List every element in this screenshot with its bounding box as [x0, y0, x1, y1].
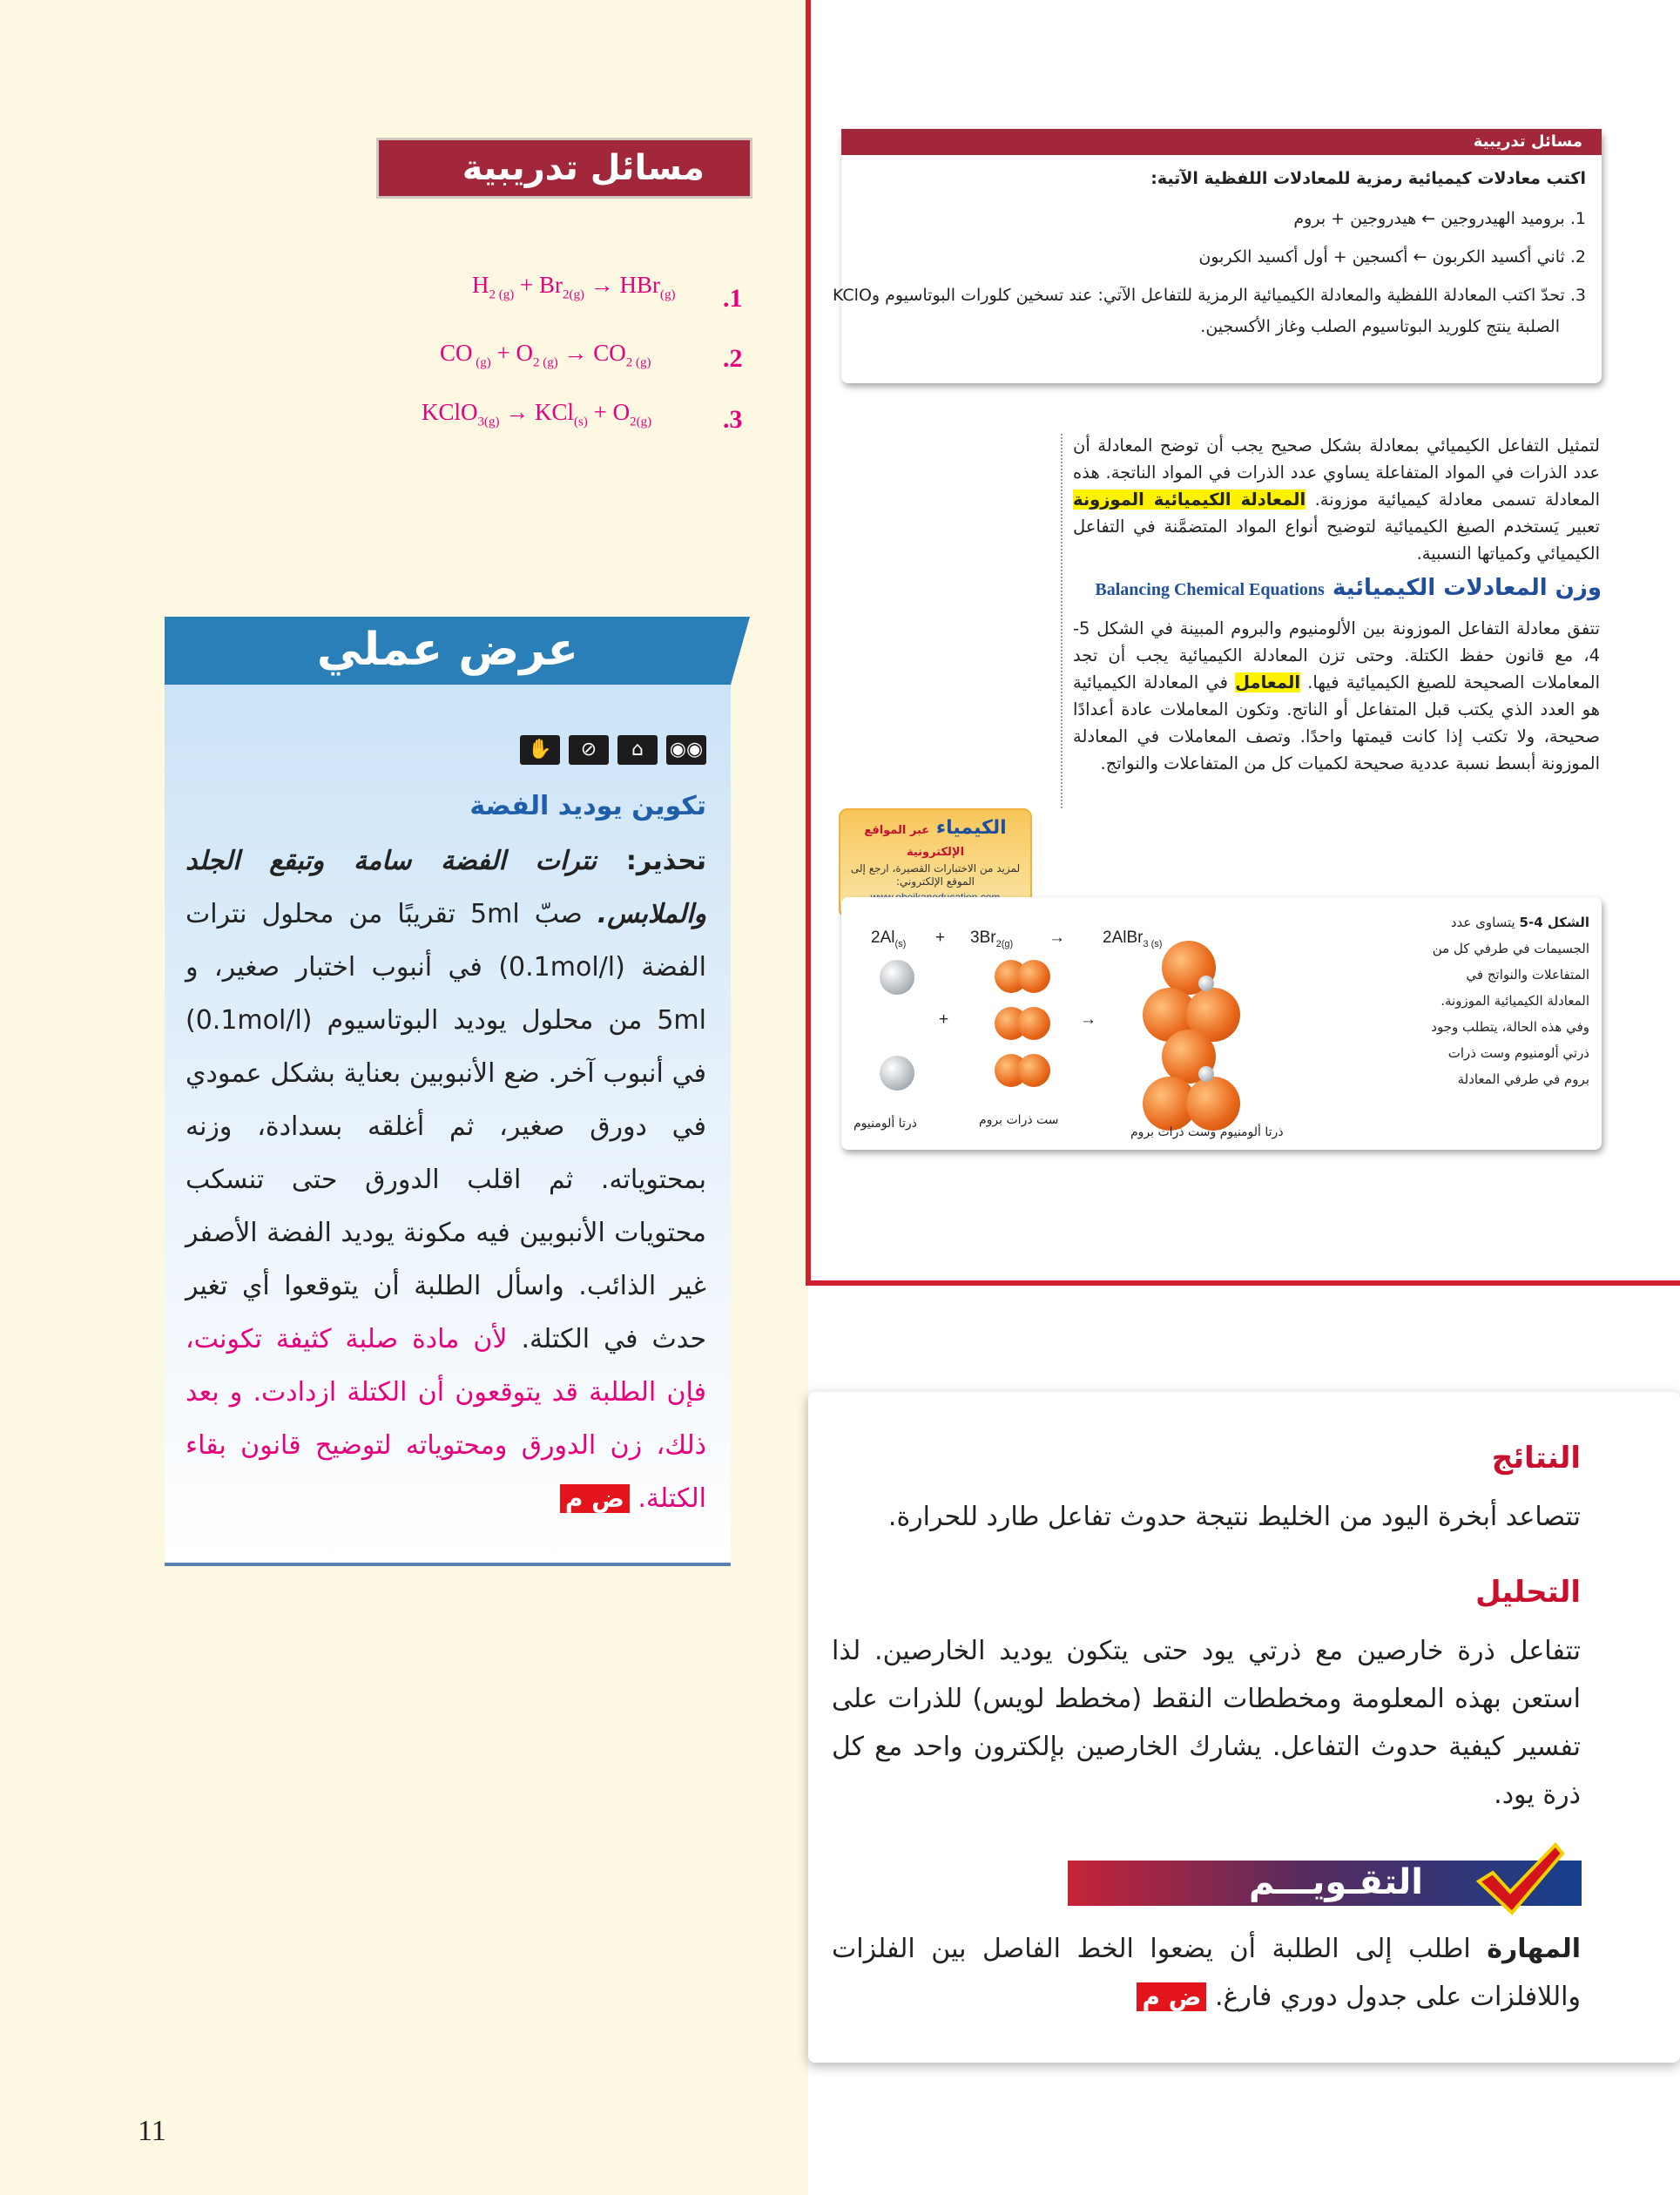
answer-number-3: .3	[723, 405, 743, 434]
label-bromine: ست ذرات بروم	[979, 1113, 1059, 1127]
para2-text: تتفق معادلة التفاعل الموزونة بين الألومنيوم والبروم المبينة في الشكل 5-4، مع قانون حفظ الكتلة. وحتى تزن المعادلة الكيميائية يجب أن تجد المعاملات الصحيحة للصيغ الكيميائية فيها.	[1073, 618, 1601, 692]
practice-item-3: 3. تحدّ اكتب المعادلة اللفظية والمعادلة الكيميائية الرمزية للتفاعل الآتي: عند تسخين كلورات البوتاسيوم وKClO	[833, 286, 1586, 305]
analysis-text: تتفاعل ذرة خارصين مع ذرتي يود حتى يتكون يوديد الخارصين. لذا استعن بهذه المعلومة ومخططات النقط (مخطط لويس) للذرات على تفسير كيفية حدوث التفاعل. يشارك الخارصين بإلكترون واحد مع كل ذرة يود.	[832, 1636, 1581, 1810]
demo-tag: ض م	[560, 1484, 630, 1513]
no-flame-icon: ⊘	[569, 735, 609, 765]
web-description: لمزيد من الاختبارات القصيرة، ارجع إلى الموقع الإلكتروني:	[850, 862, 1021, 888]
skill-body: اطلب إلى الطلبة أن يضعوا الخط الفاصل بين الفلزات واللافلزات على جدول دوري فارغ.	[832, 1934, 1581, 2012]
results-title: النتائج	[1491, 1441, 1581, 1476]
eq-aluminum: $2Al_{(s)}$	[871, 929, 907, 949]
hand-wash-icon: ✋	[520, 735, 560, 765]
label-product: ذرتا ألومنيوم وست ذرات بروم	[1130, 1125, 1284, 1139]
practice-item-3-cont: الصلبة ينتج كلوريد البوتاسيوم الصلب وغاز الأكسجين.	[1200, 317, 1560, 336]
skill-label: المهارة	[1487, 1934, 1581, 1964]
web-title: الكيمياء عبر المواقع الإلكترونية	[864, 817, 1007, 859]
safety-icons	[520, 735, 706, 765]
practice-item-1: 1. بروميد الهيدروجين ← هيدروجين + بروم	[1293, 209, 1586, 228]
coefficient-paragraph	[1073, 615, 1600, 777]
answer-equation-3: KClO$_{3(g)}$ → $KCl_{(s)} + O_{2(g)}$	[422, 399, 652, 429]
key-term-coefficient: المعامل	[1235, 672, 1301, 692]
eq-plus: +	[935, 929, 946, 947]
section-title-ar: وزن المعادلات الكيميائية	[1332, 575, 1602, 601]
demo-procedure: صبّ 5ml تقريبًا من محلول نترات الفضة (0.1mol/l) في أنبوب اختبار صغير، و 5ml من محلول يوديد البوتاسيوم (0.1mol/l) في أنبوب آخر. ضع الأنبوبين بعناية بشكل عمودي في دورق صغير، ثم أغلقه بسدادة، وزنه بمحتوياته. ثم اقلب الدورق حتى تنسكب محتويات الأنبوبين فيه مكونة يوديد الفضة الأصفر غير الذائب. واسأل الطلبة أن يتوقعوا أي تغير حدث في الكتلة.	[186, 899, 706, 1354]
evaluation-banner: التقـويـــم	[1068, 1861, 1582, 1906]
para2-text-end: في المعادلة الكيميائية هو العدد الذي يكتب قبل المتفاعل أو الناتج. وتكون المعاملات عادة أعدادًا صحيحة، ولا تكتب إذا كانت قيمتها واحدًا. وتصف المعاملات في المعادلة الموزونة أبسط نسبة عددية صحيحة لكميات كل من المتفاعلات والنواتج.	[1073, 672, 1600, 773]
figure-caption: الشكل 4-5 يتساوى عدد الجسيمات في طرفي كل من المتفاعلات والنواتج في المعادلة الكيميائية الموزونة. وفي هذه الحالة، يتطلب وجود ذرتي ألومنيوم وست ذرات بروم في طرفي المعادلة	[1431, 915, 1589, 1087]
answer-equation-1: $H_{2 (g)} + Br_{2(g)} \to HBr_{(g)}$	[472, 272, 676, 302]
warning-label: تحذير:	[625, 846, 706, 876]
aluminum-atom	[880, 960, 914, 995]
eq-bromine: $3Br_{2(g)}$	[970, 929, 1014, 949]
key-term-balanced-equation: المعادلة الكيميائية الموزونة	[1073, 490, 1306, 510]
demo-title: عرض عملي	[165, 617, 731, 685]
skill-tag: ض م	[1137, 1982, 1206, 2011]
column-divider	[1061, 434, 1063, 808]
results-text: تتصاعد أبخرة اليود من الخليط نتيجة حدوث تفاعل طارد للحرارة.	[887, 1502, 1581, 1532]
checkmark-icon	[1472, 1840, 1568, 1918]
practice-prompt: اكتب معادلات كيميائية رمزية للمعادلات اللفظية الآتية:	[1150, 169, 1586, 188]
eq-plus-mid: +	[939, 1010, 949, 1029]
skill-text	[832, 1925, 1581, 2021]
analysis-title: التحليل	[1475, 1575, 1581, 1610]
apron-icon: ⌂	[617, 735, 658, 765]
aluminum-atom	[1198, 1066, 1214, 1082]
eq-arrow: →	[1049, 929, 1065, 947]
page-number: 11	[138, 2115, 166, 2147]
demo-body	[186, 834, 706, 1525]
bromine-atom	[1017, 1007, 1050, 1040]
eq-arrow-mid: →	[1080, 1010, 1096, 1029]
demo-box	[165, 617, 731, 1566]
goggles-icon: ◉◉	[666, 735, 706, 765]
student-practice-header: مسائل تدريبية	[841, 129, 1602, 155]
para1-text-end: تعبير يَستخدم الصيغ الكيميائية لتوضيح أنواع المواد المتضمَّنة في التفاعل الكيميائي وكمياتها النسبية.	[1073, 517, 1600, 564]
demo-answer: لأن مادة صلبة كثيفة تكونت، فإن الطلبة قد يتوقعون أن الكتلة ازدادت. و بعد ذلك، زن الدورق ومحتوياته لتوضيح قانون بقاء الكتلة.	[186, 1324, 706, 1514]
section-title	[1095, 575, 1602, 601]
results-panel	[808, 1392, 1680, 2063]
balanced-equation-paragraph	[1073, 432, 1600, 567]
answer-number-1: .1	[723, 284, 743, 313]
para1-text: لتمثيل التفاعل الكيميائي بمعادلة بشكل صحيح يجب أن توضح المعادلة أن عدد الذرات في المواد المتفاعلة يساوي عدد الذرات في المواد الناتجة. هذه المعادلة تسمى معادلة كيميائية موزونة.	[1073, 436, 1600, 510]
answer-equation-2: CO $_{(g)} + O_{2 (g)} \to CO_{2 (g)}$	[440, 340, 651, 370]
eq-product: 2AlBr$_{3 (s)}$	[1103, 929, 1163, 949]
demo-subtitle: تكوين يوديد الفضة	[469, 791, 706, 821]
student-practice-box	[833, 129, 1602, 383]
section-title-en: Balancing Chemical Equations	[1095, 580, 1325, 599]
bromine-atom	[1017, 1054, 1050, 1087]
practice-item-2: 2. ثاني أكسيد الكربون ← أكسجين + أول أكسيد الكربون	[1198, 247, 1586, 267]
bromine-atom	[1186, 1077, 1240, 1131]
aluminum-atom	[880, 1056, 914, 1091]
label-aluminum: ذرتا ألومنيوم	[853, 1117, 917, 1131]
warning-text: نترات الفضة سامة وتبقع الجلد والملابس.	[186, 846, 706, 929]
practice-title: مسائل تدريبية	[376, 138, 752, 199]
aluminum-atom	[1198, 976, 1214, 991]
bromine-atom	[1017, 960, 1050, 993]
answer-number-2: .2	[723, 344, 743, 373]
figure-4-5	[841, 897, 1602, 1150]
